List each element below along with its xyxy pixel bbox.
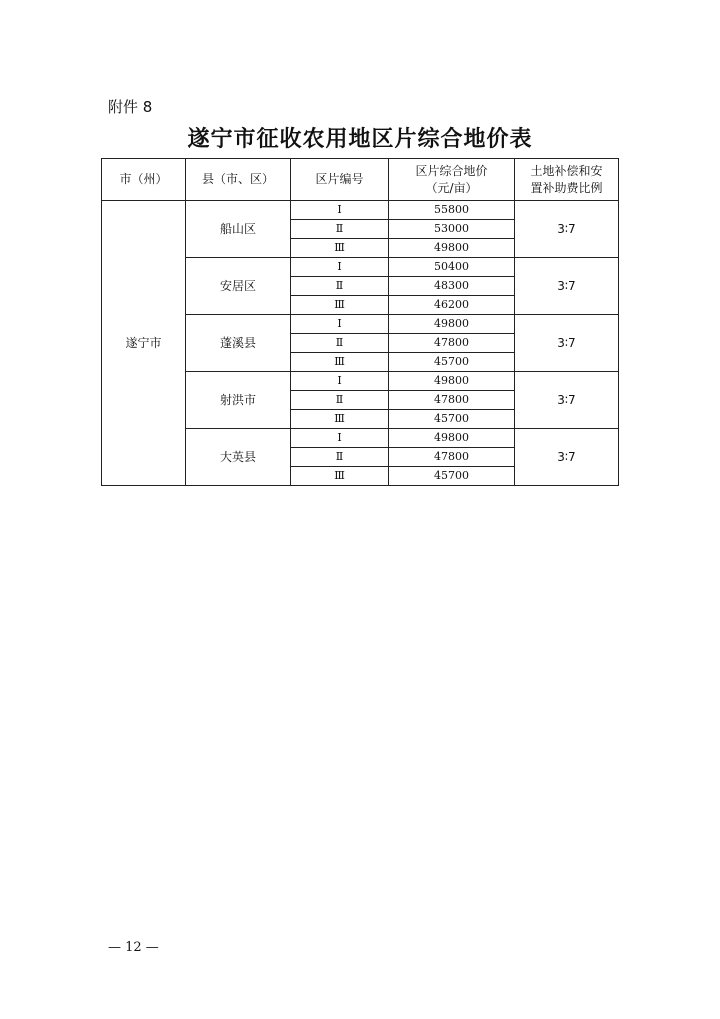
header-zone: 区片编号: [291, 159, 389, 201]
zone-cell: Ⅲ: [291, 467, 389, 486]
zone-cell: Ⅱ: [291, 220, 389, 239]
ratio-cell: 3∶7: [515, 315, 619, 372]
header-ratio: [515, 159, 619, 201]
page-title: 遂宁市征收农用地区片综合地价表: [187, 126, 533, 152]
header-ratio-line2: 置补助费比例: [530, 180, 603, 195]
zone-cell: Ⅱ: [291, 391, 389, 410]
zone-cell: Ⅱ: [291, 448, 389, 467]
header-ratio-line1: 土地补偿和安: [530, 163, 603, 178]
header-county: 县（市、区）: [186, 159, 291, 201]
header-price-line2: （元/亩）: [425, 180, 478, 195]
county-cell: 安居区: [186, 258, 291, 315]
price-cell: 53000: [389, 220, 515, 239]
table-header-row: [102, 159, 619, 201]
table-row: [102, 201, 619, 220]
zone-cell: Ⅰ: [291, 258, 389, 277]
zone-cell: Ⅲ: [291, 296, 389, 315]
county-cell: 大英县: [186, 429, 291, 486]
zone-cell: Ⅱ: [291, 277, 389, 296]
price-cell: 49800: [389, 429, 515, 448]
city-cell: 遂宁市: [102, 201, 186, 486]
price-cell: 49800: [389, 372, 515, 391]
price-cell: 47800: [389, 334, 515, 353]
land-price-table: [101, 158, 619, 486]
zone-cell: Ⅱ: [291, 334, 389, 353]
zone-cell: Ⅰ: [291, 315, 389, 334]
county-cell: 船山区: [186, 201, 291, 258]
price-cell: 55800: [389, 201, 515, 220]
price-cell: 50400: [389, 258, 515, 277]
ratio-cell: 3∶7: [515, 201, 619, 258]
price-cell: 47800: [389, 391, 515, 410]
ratio-cell: 3∶7: [515, 372, 619, 429]
header-city: 市（州）: [102, 159, 186, 201]
county-cell: 射洪市: [186, 372, 291, 429]
ratio-cell: 3∶7: [515, 258, 619, 315]
price-cell: 48300: [389, 277, 515, 296]
price-cell: 49800: [389, 239, 515, 258]
zone-cell: Ⅰ: [291, 429, 389, 448]
page-number: — 12 —: [108, 940, 159, 955]
county-cell: 蓬溪县: [186, 315, 291, 372]
price-cell: 47800: [389, 448, 515, 467]
zone-cell: Ⅲ: [291, 353, 389, 372]
attachment-label: 附件 8: [108, 98, 153, 116]
price-cell: 45700: [389, 410, 515, 429]
header-price: [389, 159, 515, 201]
zone-cell: Ⅰ: [291, 201, 389, 220]
zone-cell: Ⅰ: [291, 372, 389, 391]
ratio-cell: 3∶7: [515, 429, 619, 486]
price-cell: 46200: [389, 296, 515, 315]
zone-cell: Ⅲ: [291, 410, 389, 429]
price-cell: 45700: [389, 353, 515, 372]
price-cell: 49800: [389, 315, 515, 334]
header-price-line1: 区片综合地价: [415, 163, 488, 178]
price-cell: 45700: [389, 467, 515, 486]
zone-cell: Ⅲ: [291, 239, 389, 258]
